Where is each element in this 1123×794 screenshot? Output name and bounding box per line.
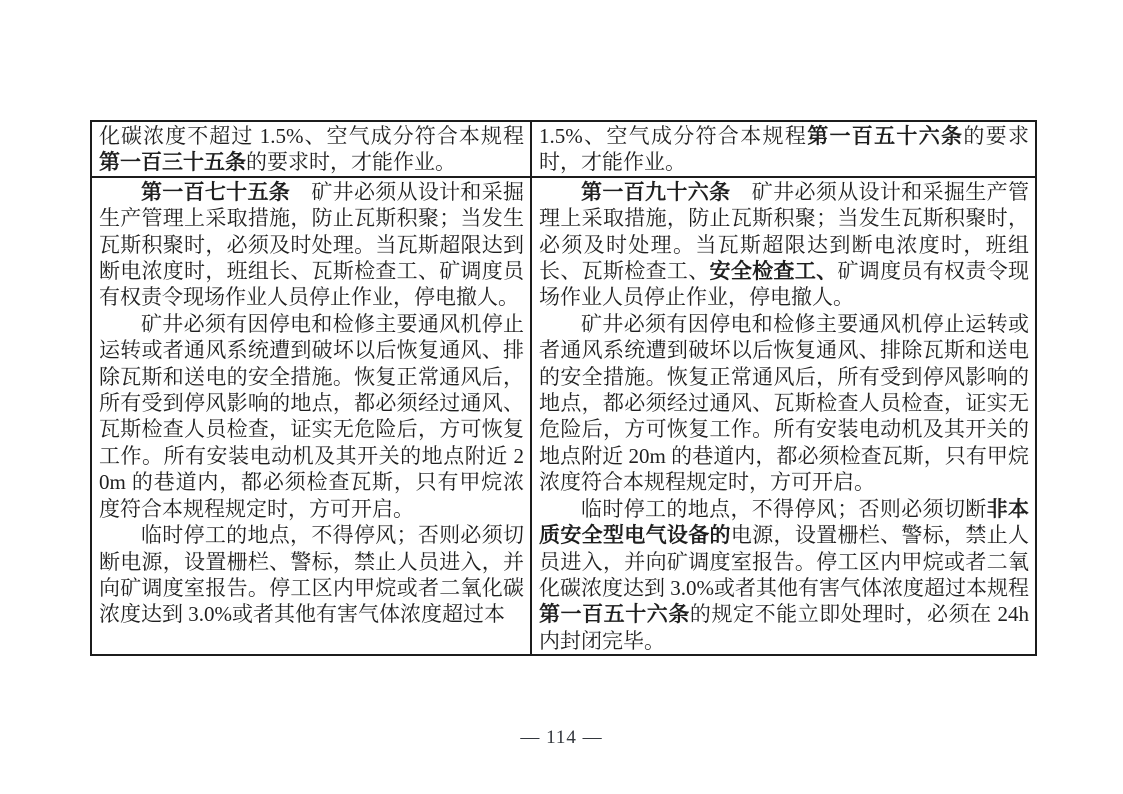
body-text: 矿井必须有因停电和检修主要通风机停止运转或者通风系统遭到破坏以后恢复通风、排除瓦斯和送电的安全措施。恢复正常通风后，所有受到停风影响的地点，都必须经过通风、瓦斯检查人员检查，证实无危险后，方可恢复工作。所有安装电动机及其开关的地点附近 20m 的巷道内，都必须检查瓦斯，只有甲烷浓度符合本规程规定时，方可开启。 <box>539 311 1029 495</box>
body-text: 化碳浓度不超过 1.5%、空气成分符合本规程 <box>99 124 524 148</box>
comparison-table <box>90 120 1037 656</box>
body-text: 矿井必须从设计和采掘生产管理上采取措施，防止瓦斯积聚；当发生瓦斯积聚时，必须及时处理。当瓦斯超限达到断电浓度时，班组长、瓦斯检查工、 <box>539 179 1030 284</box>
emphasized-text: 非本质安全型电气设备的 <box>539 496 1030 548</box>
body-text: 1.5%、空气成分符合本规程 <box>539 124 808 148</box>
emphasized-text: 第一百五十六条 <box>807 124 964 148</box>
paragraph <box>99 311 524 522</box>
body-text: 矿井必须从设计和采掘生产管理上采取措施，防止瓦斯积聚；当发生瓦斯积聚时，必须及时处理。当瓦斯超限达到断电浓度时，班组长、瓦斯检查工、矿调度员有权责令现场作业人员停止作业，停电撤人。 <box>99 179 525 310</box>
paragraph <box>539 123 1029 176</box>
body-text: 临时停工的地点，不得停风；否则必须切断 <box>581 496 987 521</box>
body-text: 的规定不能立即处理时，必须在 24h 内封闭完毕。 <box>539 602 1030 653</box>
emphasized-text: 第一百五十六条 <box>539 602 690 627</box>
body-text: 电源，设置栅栏、警标，禁止人员进入，并向矿调度室报告。停工区内甲烷或者二氧化碳浓度达到 3.0%或者其他有害气体浓度超过本规程 <box>539 523 1030 600</box>
paragraph <box>99 123 524 176</box>
body-text: 矿调度员有权责令现场作业人员停止作业，停电撤人。 <box>539 259 1030 310</box>
paragraph <box>539 179 1029 311</box>
body-text: 的要求时，才能作业。 <box>246 150 456 175</box>
emphasized-text: 第一百三十五条 <box>99 150 246 175</box>
body-text: 矿井必须有因停电和检修主要通风机停止运转或者通风系统遭到破坏以后恢复通风、排除瓦斯和送电的安全措施。恢复正常通风后，所有受到停风影响的地点，都必须经过通风、瓦斯检查人员检查，证实无危险后，方可恢复工作。所有安装电动机及其开关的地点附近 20m 的巷道内，都必须检查瓦斯，只有甲烷浓度符合本规程规定时，方可开启。 <box>99 311 524 521</box>
emphasized-text: 第一百九十六条 <box>581 179 731 204</box>
table-row-continuation <box>91 121 1036 177</box>
paragraph <box>539 496 1029 654</box>
paragraph <box>99 522 524 628</box>
paragraph <box>539 311 1029 496</box>
paragraph <box>99 179 524 311</box>
cell-new-continuation <box>531 121 1036 177</box>
cell-old-article-175 <box>91 177 531 655</box>
page-number: — 114 — <box>520 727 603 748</box>
emphasized-text: 第一百七十五条 <box>141 179 291 204</box>
cell-old-continuation <box>91 121 531 177</box>
emphasized-text: 安全检查工、 <box>709 259 838 284</box>
table-row-article <box>91 177 1036 655</box>
body-text: 临时停工的地点，不得停风；否则必须切断电源，设置栅栏、警标，禁止人员进入，并向矿调度室报告。停工区内甲烷或者二氧化碳浓度达到 3.0%或者其他有害气体浓度超过本 <box>99 523 524 627</box>
cell-new-article-196 <box>531 177 1036 655</box>
body-text: 的要求时，才能作业。 <box>539 124 1029 175</box>
